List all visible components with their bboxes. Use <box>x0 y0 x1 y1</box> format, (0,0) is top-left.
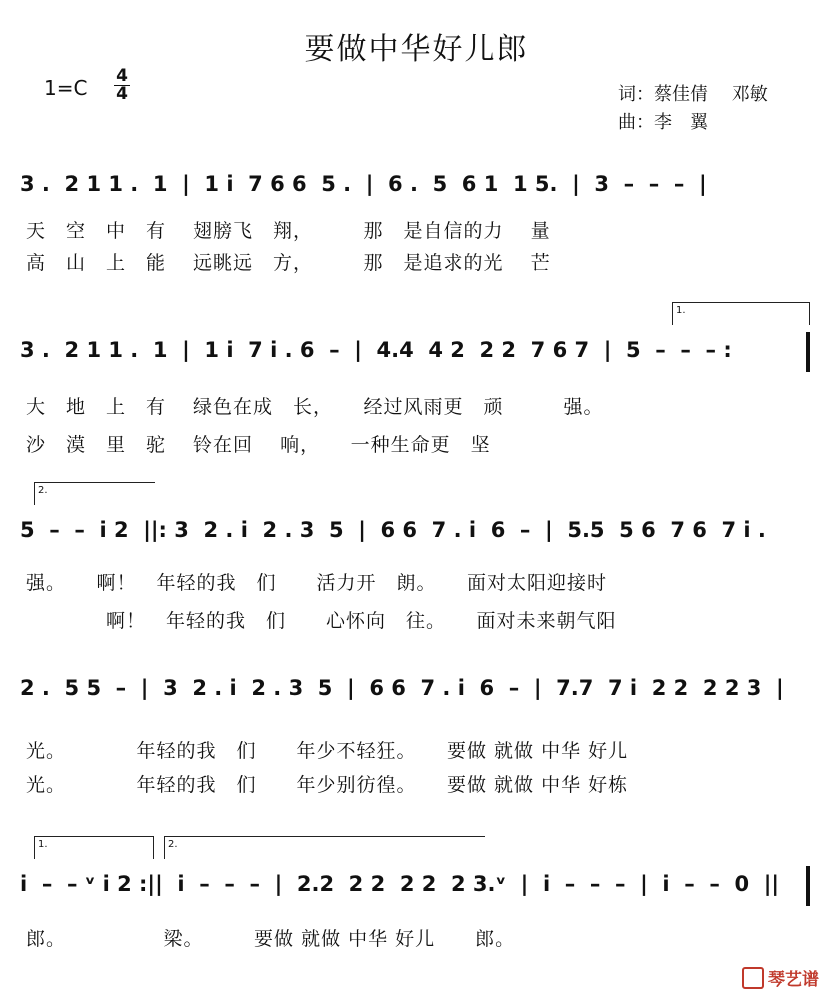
notation-line: 2 . 5 5 – | 3 2 . i 2 . 3 5 | 6 6 7 . i 6 – | 7.7 7 i 2 2 2 2 3 | <box>20 676 784 700</box>
score-row-3 <box>20 482 812 632</box>
lyric-verse-1: 天 空 中 有 翅膀飞 翔， 那 是自信的力 量 <box>26 220 551 242</box>
lyric-verse-1: 强。 啊！ 年轻的我 们 活力开 朗。 面对太阳迎接时 <box>26 572 608 594</box>
lyric-verse-2: 高 山 上 能 远眺远 方， 那 是追求的光 芒 <box>26 252 551 274</box>
lyric-verse-1: 郎。 梁。 要做 就做 中华 好儿 郎。 <box>26 928 516 950</box>
notation-line: i – – ᵛ i 2 :|| i – – – | 2.2 2 2 2 2 2 3.ᵛ | i – – – | i – – 0 || <box>20 872 780 896</box>
lyric-verse-1: 光。 年轻的我 们 年少不轻狂。 要做 就做 中华 好儿 <box>26 740 629 762</box>
song-title: 要做中华好儿郎 <box>304 32 529 67</box>
volta-bracket-2: 2. <box>164 836 485 859</box>
key-signature: 1=C <box>44 76 88 100</box>
watermark-logo: 琴艺谱 <box>742 965 819 990</box>
time-signature: 4 4 <box>114 68 130 103</box>
notation-line: 3 . 2 1 1 . 1 | 1 i 7 6 6 5 . | 6 . 5 6 1 1 5. | 3 – – – | <box>20 172 707 196</box>
composer-credit: 曲：李 翼 <box>618 112 708 133</box>
volta-bracket: 2. <box>34 482 155 505</box>
notation-line: 3 . 2 1 1 . 1 | 1 i 7 i . 6 – | 4.4 4 2 2 2 7 6 7 | 5 – – – : <box>20 338 732 362</box>
score-row-2 <box>20 302 812 462</box>
final-barline <box>806 866 810 906</box>
lyric-verse-2: 光。 年轻的我 们 年少别彷徨。 要做 就做 中华 好栋 <box>26 774 629 796</box>
lyricist-credit: 词：蔡佳倩 邓敏 <box>618 84 768 105</box>
score-row-4 <box>20 672 812 802</box>
notation-line: 5 – – i 2 ||: 3 2 . i 2 . 3 5 | 6 6 7 . i 6 – | 5.5 5 6 7 6 7 i . <box>20 518 766 542</box>
volta-bracket-1: 1. <box>34 836 154 859</box>
lyric-verse-2: 啊！ 年轻的我 们 心怀向 往。 面对未来朝气阳 <box>26 610 617 632</box>
score-row-1 <box>20 168 812 278</box>
repeat-barline <box>806 332 810 372</box>
score-row-5 <box>20 836 812 956</box>
volta-bracket: 1. <box>672 302 810 325</box>
lyric-verse-1: 大 地 上 有 绿色在成 长， 经过风雨更 顽 强。 <box>26 396 604 418</box>
lyric-verse-2: 沙 漠 里 驼 铃在回 响， 一种生命更 坚 <box>26 434 491 456</box>
